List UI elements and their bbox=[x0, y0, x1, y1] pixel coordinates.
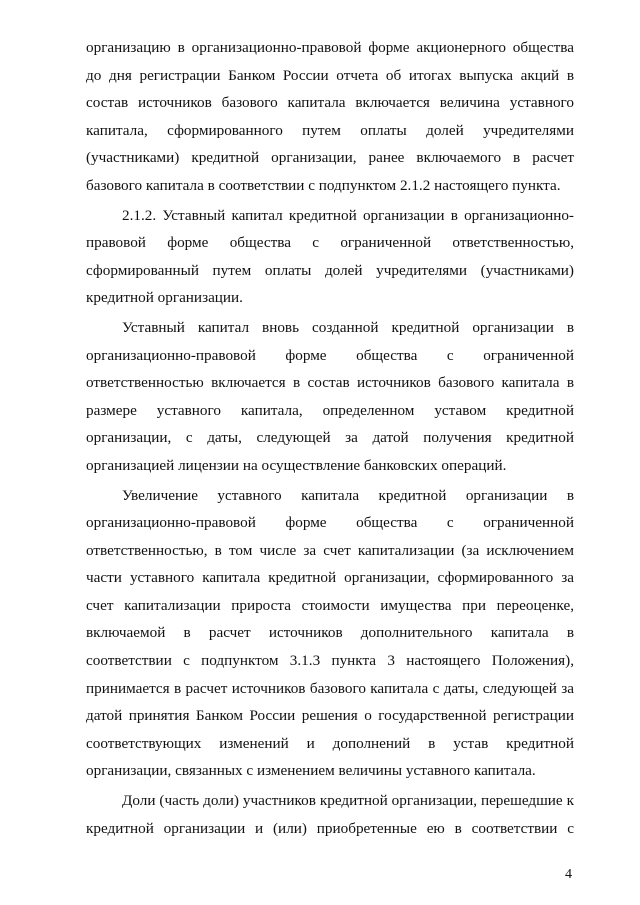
text-line: ответственностью, в том числе за счет капитализации (за исключением bbox=[86, 541, 574, 559]
text-line: части уставного капитала кредитной организации, сформированного за bbox=[86, 569, 574, 587]
text-line: организационно-правовой форме общества с ограниченной bbox=[86, 514, 574, 532]
text-line: Уставный капитал вновь созданной кредитной организации в bbox=[122, 318, 574, 336]
text-line: организации, связанных с изменением величины уставного капитала. bbox=[86, 762, 536, 780]
text-line: организационно-правовой форме общества с ограниченной bbox=[86, 346, 574, 364]
text-line: капитала, сформированного путем оплаты долей учредителями bbox=[86, 121, 574, 139]
text-line: состав источников базового капитала включается величина уставного bbox=[86, 94, 574, 112]
text-line: включаемой в расчет источников дополнительного капитала в bbox=[86, 624, 574, 642]
text-line: организации, с даты, следующей за датой получения кредитной bbox=[86, 429, 574, 447]
text-line: базового капитала в соответствии с подпунктом 2.1.2 настоящего пункта. bbox=[86, 176, 561, 194]
text-line: организацию в организационно-правовой форме акционерного общества bbox=[86, 39, 574, 56]
text-line: размере уставного капитала, определенном уставом кредитной bbox=[86, 401, 574, 419]
text-line: принимается в расчет источников базового капитала с даты, следующей за bbox=[86, 679, 574, 697]
text-line: кредитной организации и (или) приобретенные ею в соответствии с bbox=[86, 819, 574, 837]
text-line: соответствующих изменений и дополнений в устав кредитной bbox=[86, 734, 574, 752]
text-line: правовой форме общества с ограниченной ответственностью, bbox=[86, 234, 574, 252]
document-body bbox=[86, 34, 574, 842]
paragraph bbox=[86, 314, 574, 480]
text-line: сформированный путем оплаты долей учредителями (участниками) bbox=[86, 261, 574, 279]
page-number: 4 bbox=[565, 867, 572, 882]
text-line: кредитной организации. bbox=[86, 289, 243, 307]
text-line: до дня регистрации Банком России отчета об итогах выпуска акций в bbox=[86, 66, 574, 84]
paragraph bbox=[86, 34, 574, 200]
paragraph bbox=[86, 787, 574, 842]
text-line: Доли (часть доли) участников кредитной организации, перешедшие к bbox=[122, 792, 574, 810]
text-line: (участниками) кредитной организации, ранее включаемого в расчет bbox=[86, 149, 574, 167]
text-line: счет капитализации прироста стоимости имущества при переоценке, bbox=[86, 596, 574, 614]
text-line: соответствии с подпунктом 3.1.3 пункта 3 настоящего Положения), bbox=[86, 652, 574, 670]
text-line: организацией лицензии на осуществление банковских операций. bbox=[86, 456, 507, 474]
text-line: ответственностью включается в состав источников базового капитала в bbox=[86, 374, 574, 392]
paragraph bbox=[86, 202, 574, 312]
text-line: 2.1.2. Уставный капитал кредитной организации в организационно- bbox=[122, 206, 574, 224]
text-line: датой принятия Банком России решения о государственной регистрации bbox=[86, 707, 574, 725]
paragraph bbox=[86, 482, 574, 786]
text-line: Увеличение уставного капитала кредитной организации в bbox=[122, 486, 574, 504]
